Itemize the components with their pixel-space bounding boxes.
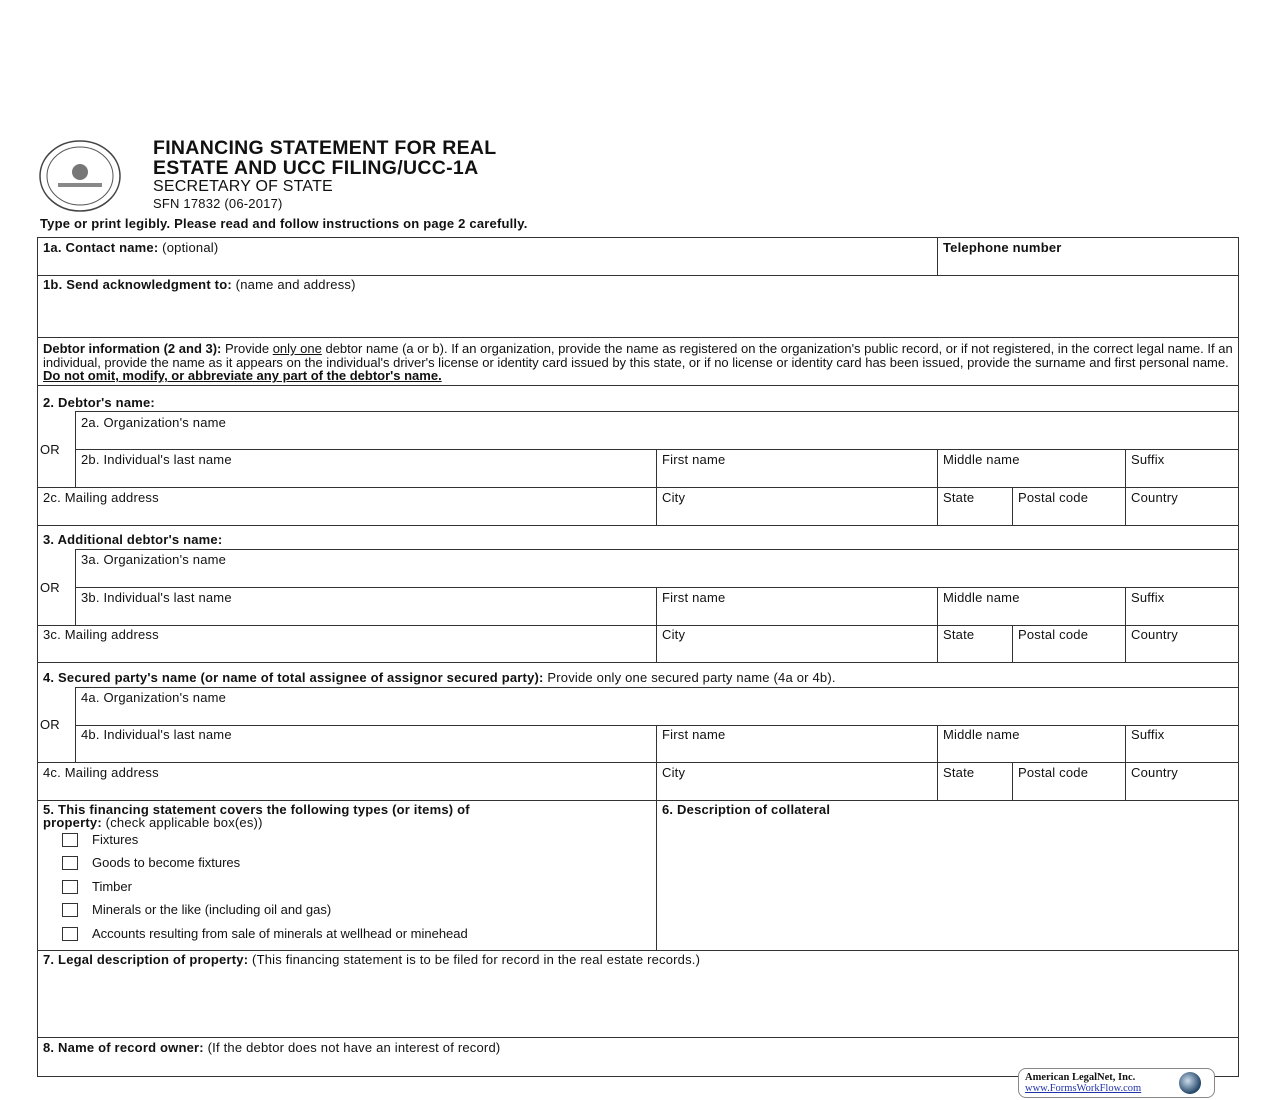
add-debtor-country-field[interactable]: Country — [1131, 627, 1178, 642]
or-label: OR — [40, 580, 60, 595]
property-types-subheading: property: (check applicable box(es)) — [43, 815, 263, 830]
debtor-mailing-address-field[interactable]: 2c. Mailing address — [43, 490, 159, 505]
debtor-country-field[interactable]: Country — [1131, 490, 1178, 505]
debtor-last-name-field[interactable]: 2b. Individual's last name — [81, 452, 232, 467]
secured-city-field[interactable]: City — [662, 765, 686, 780]
agency-name: SECRETARY OF STATE — [153, 178, 333, 195]
goods-to-become-fixtures-checkbox[interactable] — [62, 856, 78, 870]
debtor-postal-field[interactable]: Postal code — [1018, 490, 1089, 505]
american-legalnet-logo — [1018, 1068, 1215, 1098]
secured-state-field[interactable]: State — [943, 765, 975, 780]
accounts-minerals-label: Accounts resulting from sale of minerals at wellhead or minehead — [92, 926, 468, 941]
legal-description-field[interactable]: 7. Legal description of property: (This financing statement is to be filed for record in the real estate records.) — [43, 952, 701, 967]
contact-name-field[interactable] — [43, 240, 218, 255]
add-debtor-suffix-field[interactable]: Suffix — [1131, 590, 1165, 605]
secured-mailing-address-field[interactable]: 4c. Mailing address — [43, 765, 159, 780]
add-debtor-postal-field[interactable]: Postal code — [1018, 627, 1089, 642]
add-debtor-middle-name-field[interactable]: Middle name — [943, 590, 1020, 605]
collateral-description-field[interactable]: 6. Description of collateral — [662, 802, 831, 817]
send-ack-label: 1b. Send acknowledgment to: — [43, 277, 232, 292]
add-debtor-city-field[interactable]: City — [662, 627, 686, 642]
debtor-middle-name-field[interactable]: Middle name — [943, 452, 1020, 467]
company-name: American LegalNet, Inc. — [1025, 1072, 1136, 1083]
secured-org-name-field[interactable]: 4a. Organization's name — [81, 690, 227, 705]
additional-debtor-heading: 3. Additional debtor's name: — [43, 532, 223, 547]
add-debtor-mailing-address-field[interactable]: 3c. Mailing address — [43, 627, 159, 642]
debtor-org-name-field[interactable]: 2a. Organization's name — [81, 415, 227, 430]
globe-icon — [1179, 1072, 1201, 1094]
form-title-line2: ESTATE AND UCC FILING/UCC-1A — [153, 157, 479, 179]
contact-name-label: 1a. Contact name: — [43, 240, 159, 255]
accounts-minerals-checkbox[interactable] — [62, 927, 78, 941]
send-ack-note: (name and address) — [231, 277, 356, 292]
record-owner-field[interactable]: 8. Name of record owner: (If the debtor does not have an interest of record) — [43, 1040, 501, 1055]
secured-suffix-field[interactable]: Suffix — [1131, 727, 1165, 742]
secured-party-heading: 4. Secured party's name (or name of total assignee of assignor secured party): Provide only one secured party name (4a or 4b). — [43, 670, 836, 685]
property-types-heading: 5. This financing statement covers the following types (or items) of — [43, 802, 470, 817]
debtor-name-heading: 2. Debtor's name: — [43, 395, 155, 410]
goods-to-become-fixtures-label: Goods to become fixtures — [92, 855, 241, 870]
send-acknowledgment-field[interactable] — [43, 277, 356, 292]
contact-name-note: (optional) — [158, 240, 219, 255]
debtor-city-field[interactable]: City — [662, 490, 686, 505]
or-label: OR — [40, 717, 60, 732]
secured-postal-field[interactable]: Postal code — [1018, 765, 1089, 780]
add-debtor-org-name-field[interactable]: 3a. Organization's name — [81, 552, 227, 567]
secured-middle-name-field[interactable]: Middle name — [943, 727, 1020, 742]
state-seal-icon — [38, 139, 150, 213]
timber-label: Timber — [92, 879, 132, 894]
debtor-information-text: Debtor information (2 and 3): Provide only one debtor name (a or b). If an organization, provide the name as registered on the organization's public record, or if not registered, in the correct legal name. If an individual, provide the name as it appears on the individual's driver's license or identity card issued by this state, or if no license or identity card has been issued, provide the surname and first personal name. Do not omit, modify, or abbreviate any part of the debtor's name. — [43, 341, 1233, 384]
instructions: Type or print legibly. Please read and follow instructions on page 2 carefully. — [40, 216, 528, 231]
fixtures-label: Fixtures — [92, 832, 139, 847]
minerals-checkbox[interactable] — [62, 903, 78, 917]
fixtures-checkbox[interactable] — [62, 833, 78, 847]
telephone-field[interactable]: Telephone number — [943, 240, 1062, 255]
secured-first-name-field[interactable]: First name — [662, 727, 726, 742]
timber-checkbox[interactable] — [62, 880, 78, 894]
debtor-suffix-field[interactable]: Suffix — [1131, 452, 1165, 467]
debtor-state-field[interactable]: State — [943, 490, 975, 505]
add-debtor-last-name-field[interactable]: 3b. Individual's last name — [81, 590, 232, 605]
secured-last-name-field[interactable]: 4b. Individual's last name — [81, 727, 232, 742]
form-title-line1: FINANCING STATEMENT FOR REAL — [153, 137, 497, 159]
debtor-first-name-field[interactable]: First name — [662, 452, 726, 467]
add-debtor-first-name-field[interactable]: First name — [662, 590, 726, 605]
form-number: SFN 17832 (06-2017) — [153, 196, 283, 211]
company-url-link[interactable]: www.FormsWorkFlow.com — [1025, 1083, 1142, 1094]
minerals-label: Minerals or the like (including oil and gas) — [92, 902, 332, 917]
secured-country-field[interactable]: Country — [1131, 765, 1178, 780]
add-debtor-state-field[interactable]: State — [943, 627, 975, 642]
or-label: OR — [40, 442, 60, 457]
